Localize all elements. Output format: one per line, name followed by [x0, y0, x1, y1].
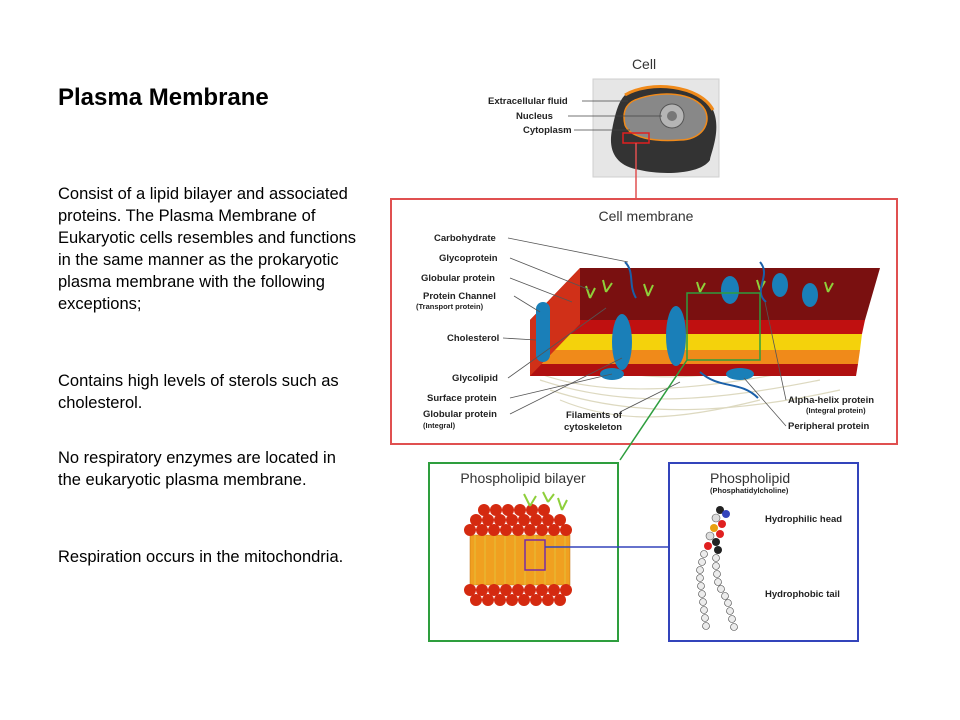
cell-membrane-panel: [391, 199, 897, 460]
label-glycolipid: Glycolipid: [452, 373, 498, 384]
slide-title: Plasma Membrane: [58, 84, 269, 111]
paragraph-sterols: Contains high levels of sterols such as cholesterol.: [58, 372, 339, 412]
transmembrane-protein-shape: [666, 306, 686, 366]
label-glycoprotein: Glycoprotein: [439, 253, 498, 264]
label-surface-protein: Surface protein: [427, 393, 497, 404]
label-integral: (Integral): [423, 421, 456, 430]
label-protein-channel: Protein Channel: [423, 291, 496, 302]
label-filaments: Filaments of: [566, 410, 622, 421]
label-cytoskeleton: cytoskeleton: [564, 422, 623, 433]
phospholipid-subtitle: (Phosphatidylcholine): [710, 486, 789, 495]
membrane-inner-leaflet: [530, 364, 858, 376]
cell-membrane-title: Cell membrane: [598, 208, 694, 224]
bilayer-title: Phospholipid bilayer: [460, 470, 586, 486]
paragraph-mitochondria: Respiration occurs in the mitochondria.: [58, 548, 344, 566]
paragraph-intro: Consist of a lipid bilayer and associated proteins. The Plasma Membrane of Eukaryotic cells resembles and functions in the same manner as the prokaryotic plasma membrane with the following exceptions;: [58, 185, 357, 313]
label-hydrophobic-tail: Hydrophobic tail: [765, 589, 840, 600]
membrane-hydrophobic-core: [530, 334, 862, 350]
membrane-outer-leaflet: [530, 320, 865, 334]
plasma-membrane-diagram: [380, 40, 920, 650]
peripheral-protein-shape: [726, 368, 754, 380]
label-integral-protein: (Integral protein): [806, 406, 866, 415]
label-transport-protein: (Transport protein): [416, 302, 484, 311]
label-nucleus: Nucleus: [516, 111, 553, 122]
cell-title: Cell: [631, 56, 657, 72]
label-hydrophilic-head: Hydrophilic head: [765, 514, 843, 525]
label-cholesterol: Cholesterol: [447, 333, 500, 344]
label-cytoplasm: Cytoplasm: [523, 125, 572, 136]
label-extracellular-fluid: Extracellular fluid: [488, 96, 568, 107]
phospholipid-title: Phospholipid: [710, 470, 791, 486]
membrane-core-lower: [530, 350, 860, 364]
paragraph-respiratory-enzymes: No respiratory enzymes are located in the eukaryotic plasma membrane.: [58, 449, 336, 489]
membrane-top-surface: [530, 268, 880, 320]
label-globular-protein-integral: Globular protein: [423, 409, 497, 420]
phospholipid-bilayer-panel: [429, 463, 669, 641]
label-globular-protein: Globular protein: [421, 273, 495, 284]
globular-protein-shape: [721, 276, 739, 304]
surface-protein-shape: [802, 283, 818, 307]
glycoprotein-shape: [772, 273, 788, 297]
label-peripheral-protein: Peripheral protein: [788, 421, 870, 432]
label-alpha-helix-protein: Alpha-helix protein: [788, 395, 875, 406]
nucleolus-shape: [667, 111, 677, 121]
label-carbohydrate: Carbohydrate: [434, 233, 496, 244]
phospholipid-panel: [669, 463, 858, 641]
cell-panel: [488, 56, 719, 199]
